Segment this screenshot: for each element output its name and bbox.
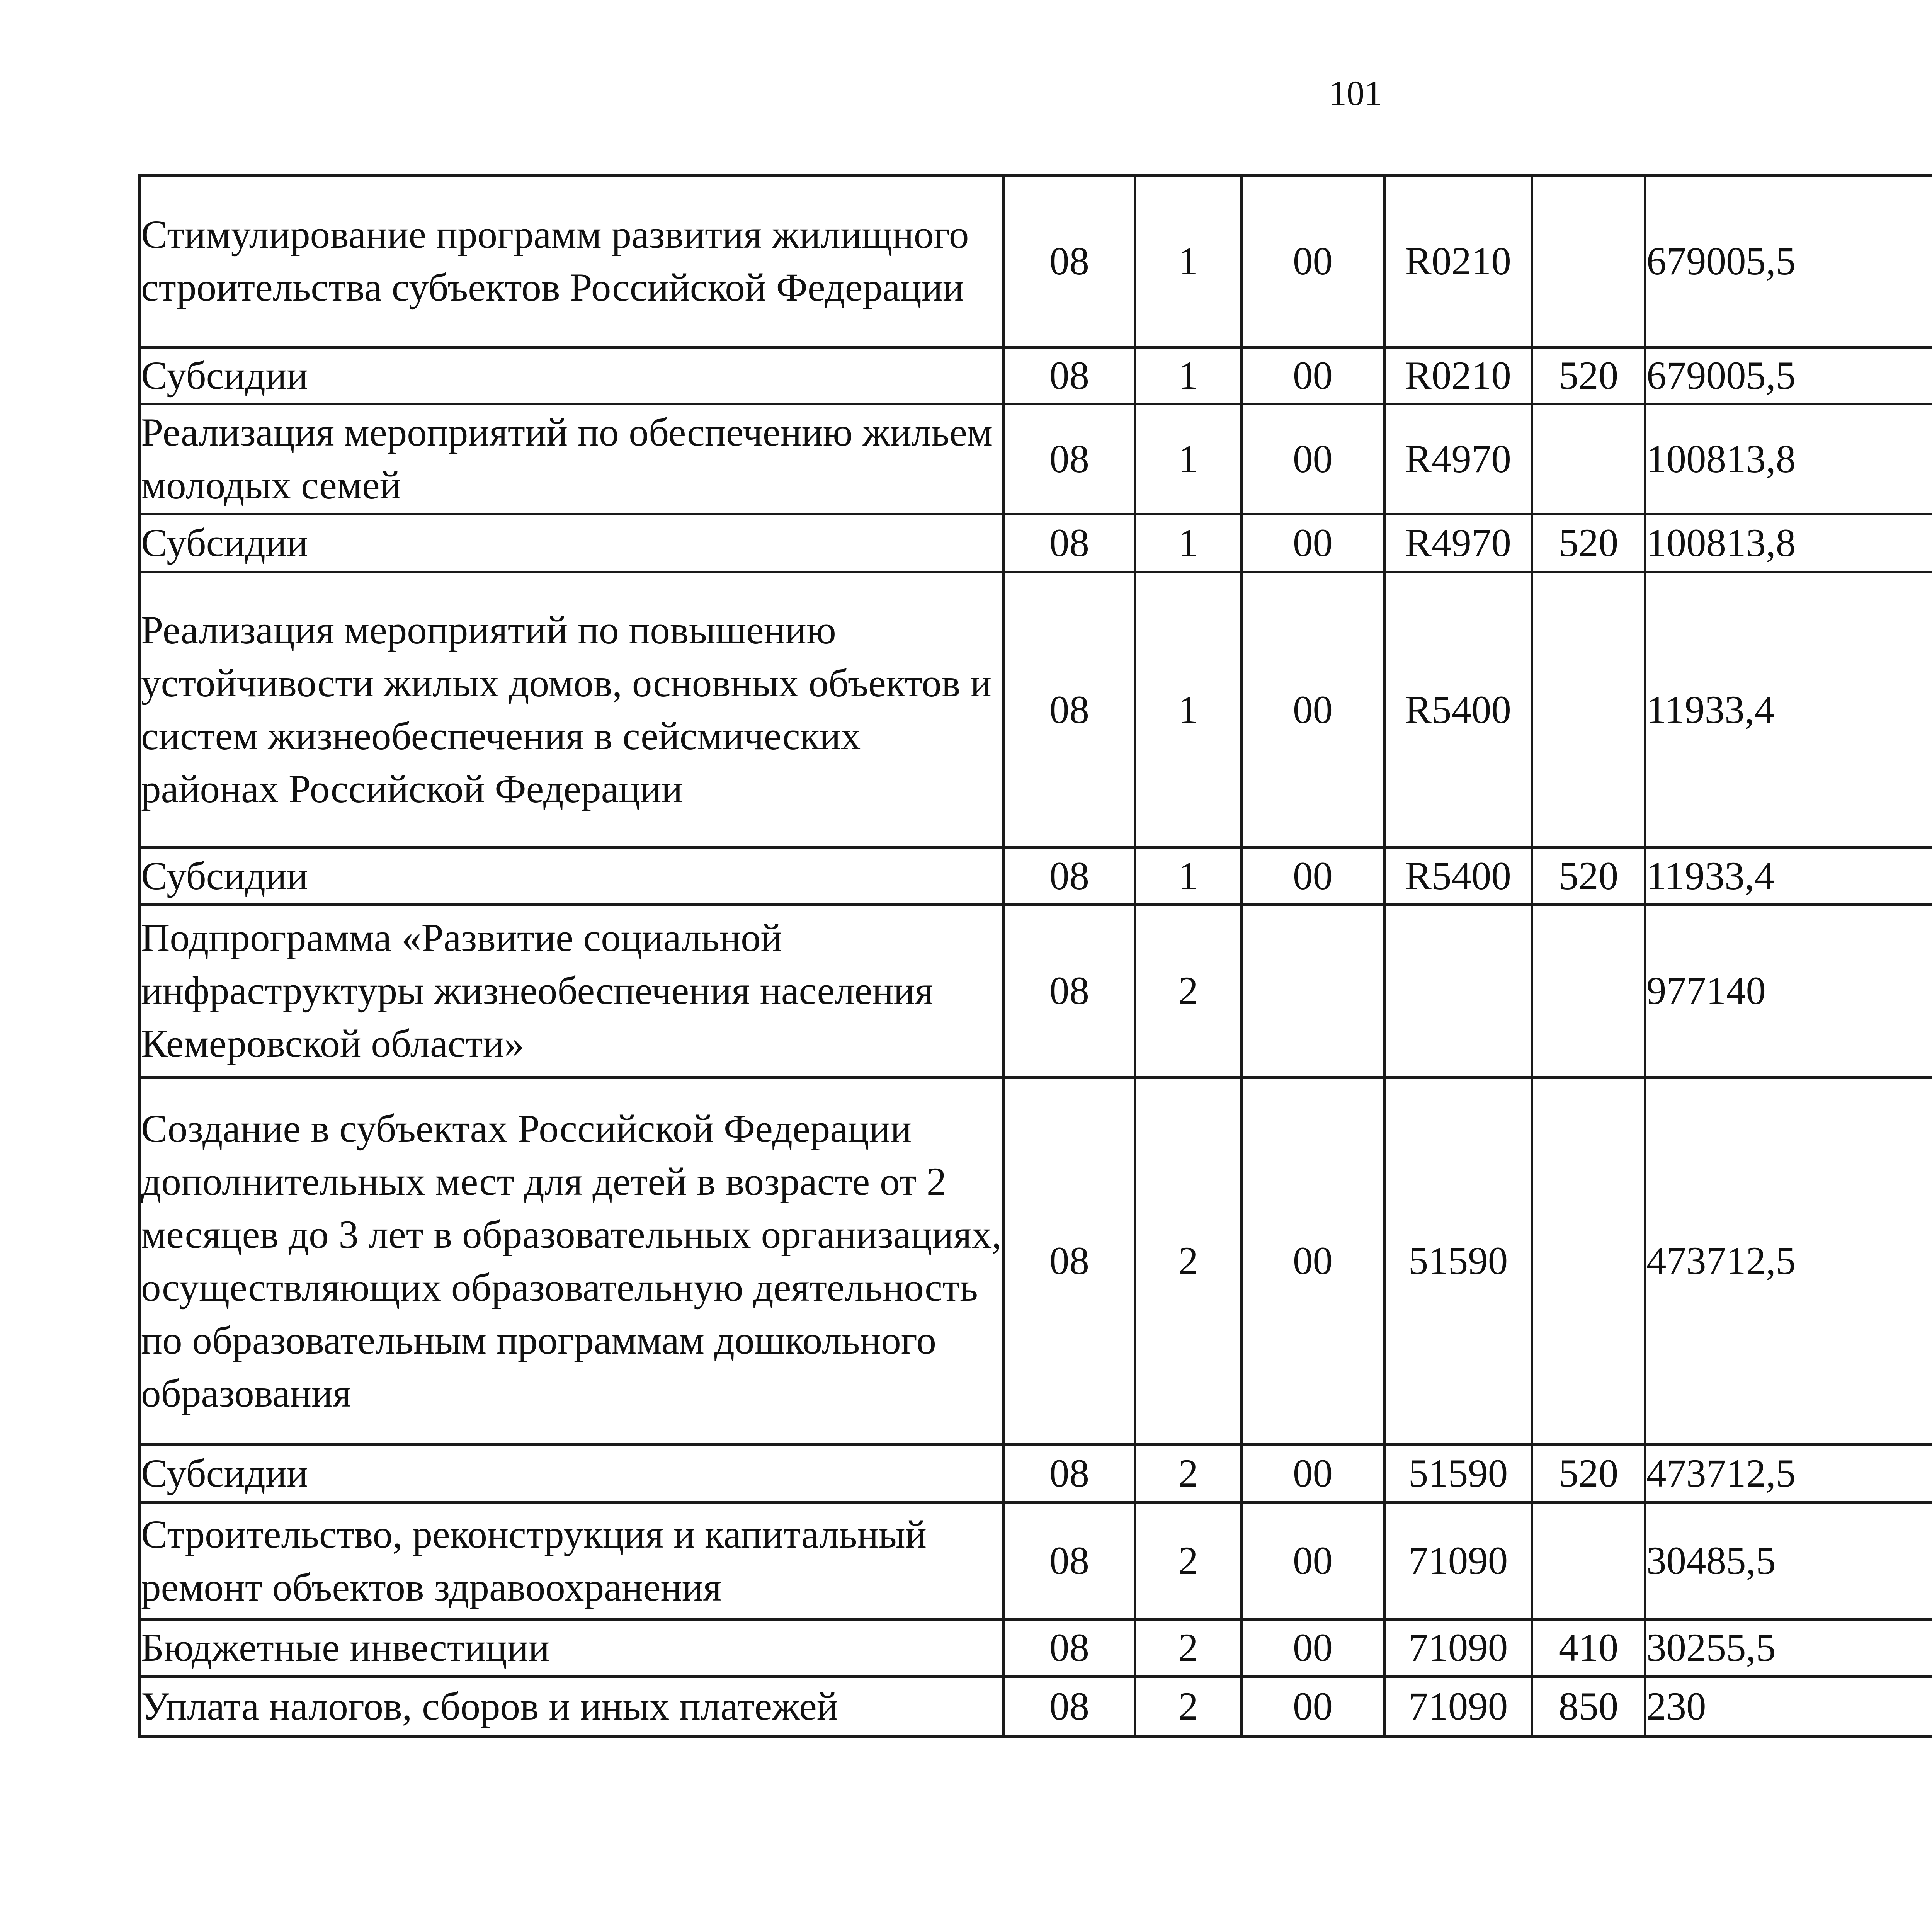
table-row [140,1503,1932,1619]
table-row [140,1619,1932,1677]
item-name-cell: Субсидии [140,347,1004,404]
amount-year-1-cell: 977140 [1645,905,1932,1078]
item-name-cell: Реализация мероприятий по обеспечению жильем молодых семей [140,404,1004,514]
item-name-cell: Субсидии [140,848,1004,905]
code-main-event-cell: 00 [1242,572,1384,848]
table-row [140,572,1932,848]
code-subprogram-cell: 1 [1135,175,1242,347]
code-main-event-cell: 00 [1242,1677,1384,1737]
item-name-cell: Субсидии [140,514,1004,572]
code-main-event-cell: 00 [1242,347,1384,404]
budget-table [138,174,1932,1738]
code-direction-cell: 51590 [1384,1078,1532,1445]
code-direction-cell: R4970 [1384,514,1532,572]
code-section-cell: 08 [1004,572,1135,848]
item-name-cell: Бюджетные инвестиции [140,1619,1004,1677]
expense-type-cell [1532,175,1645,347]
code-subprogram-cell: 1 [1135,848,1242,905]
code-direction-cell: 51590 [1384,1445,1532,1503]
code-subprogram-cell: 2 [1135,1503,1242,1619]
code-main-event-cell: 00 [1242,1445,1384,1503]
expense-type-cell: 520 [1532,514,1645,572]
item-name-cell: Реализация мероприятий по повышению устойчивости жилых домов, основных объектов и систем жизнеобеспечения в сейсмических районах Российской Федерации [140,572,1004,848]
item-name-cell: Строительство, реконструкция и капитальный ремонт объектов здравоохранения [140,1503,1004,1619]
code-main-event-cell: 00 [1242,1619,1384,1677]
item-name-cell: Создание в субъектах Российской Федерации дополнительных мест для детей в возрасте от 2 месяцев до 3 лет в образовательных организациях, осуществляющих образовательную деятельность по образовательным программам дошкольного образования [140,1078,1004,1445]
table-row [140,1078,1932,1445]
expense-type-cell: 410 [1532,1619,1645,1677]
code-direction-cell: 71090 [1384,1503,1532,1619]
code-section-cell: 08 [1004,1503,1135,1619]
amount-year-1-cell: 679005,5 [1645,347,1932,404]
code-section-cell: 08 [1004,1619,1135,1677]
code-subprogram-cell: 2 [1135,1619,1242,1677]
code-section-cell: 08 [1004,905,1135,1078]
table-row [140,848,1932,905]
table-row [140,1677,1932,1737]
budget-table-body [140,175,1932,1737]
amount-year-1-cell: 30485,5 [1645,1503,1932,1619]
code-section-cell: 08 [1004,1445,1135,1503]
expense-type-cell [1532,1078,1645,1445]
code-subprogram-cell: 1 [1135,514,1242,572]
page-number: 101 [1329,73,1382,113]
code-main-event-cell [1242,905,1384,1078]
expense-type-cell: 850 [1532,1677,1645,1737]
amount-year-1-cell: 100813,8 [1645,404,1932,514]
code-direction-cell [1384,905,1532,1078]
table-row [140,514,1932,572]
code-subprogram-cell: 2 [1135,1677,1242,1737]
code-main-event-cell: 00 [1242,404,1384,514]
item-name-cell: Стимулирование программ развития жилищного строительства субъектов Российской Федерации [140,175,1004,347]
code-subprogram-cell: 2 [1135,905,1242,1078]
amount-year-1-cell: 11933,4 [1645,572,1932,848]
amount-year-1-cell: 473712,5 [1645,1445,1932,1503]
code-main-event-cell: 00 [1242,514,1384,572]
code-direction-cell: 71090 [1384,1619,1532,1677]
expense-type-cell [1532,905,1645,1078]
table-row [140,404,1932,514]
amount-year-1-cell: 30255,5 [1645,1619,1932,1677]
expense-type-cell: 520 [1532,347,1645,404]
expense-type-cell: 520 [1532,848,1645,905]
amount-year-1-cell: 230 [1645,1677,1932,1737]
code-section-cell: 08 [1004,404,1135,514]
table-row [140,175,1932,347]
item-name-cell: Подпрограмма «Развитие социальной инфраструктуры жизнеобеспечения населения Кемеровской области» [140,905,1004,1078]
expense-type-cell [1532,1503,1645,1619]
code-section-cell: 08 [1004,514,1135,572]
amount-year-1-cell: 679005,5 [1645,175,1932,347]
code-direction-cell: R5400 [1384,848,1532,905]
code-subprogram-cell: 1 [1135,572,1242,848]
code-main-event-cell: 00 [1242,175,1384,347]
item-name-cell: Уплата налогов, сборов и иных платежей [140,1677,1004,1737]
code-section-cell: 08 [1004,175,1135,347]
code-direction-cell: R4970 [1384,404,1532,514]
code-section-cell: 08 [1004,848,1135,905]
amount-year-1-cell: 100813,8 [1645,514,1932,572]
code-section-cell: 08 [1004,1677,1135,1737]
table-row [140,1445,1932,1503]
expense-type-cell [1532,572,1645,848]
code-direction-cell: 71090 [1384,1677,1532,1737]
code-direction-cell: R5400 [1384,572,1532,848]
code-main-event-cell: 00 [1242,848,1384,905]
code-section-cell: 08 [1004,1078,1135,1445]
expense-type-cell [1532,404,1645,514]
table-row [140,905,1932,1078]
amount-year-1-cell: 11933,4 [1645,848,1932,905]
code-direction-cell: R0210 [1384,175,1532,347]
code-subprogram-cell: 1 [1135,347,1242,404]
item-name-cell: Субсидии [140,1445,1004,1503]
code-direction-cell: R0210 [1384,347,1532,404]
code-subprogram-cell: 2 [1135,1445,1242,1503]
code-subprogram-cell: 1 [1135,404,1242,514]
amount-year-1-cell: 473712,5 [1645,1078,1932,1445]
code-subprogram-cell: 2 [1135,1078,1242,1445]
code-section-cell: 08 [1004,347,1135,404]
table-row [140,347,1932,404]
expense-type-cell: 520 [1532,1445,1645,1503]
code-main-event-cell: 00 [1242,1078,1384,1445]
code-main-event-cell: 00 [1242,1503,1384,1619]
